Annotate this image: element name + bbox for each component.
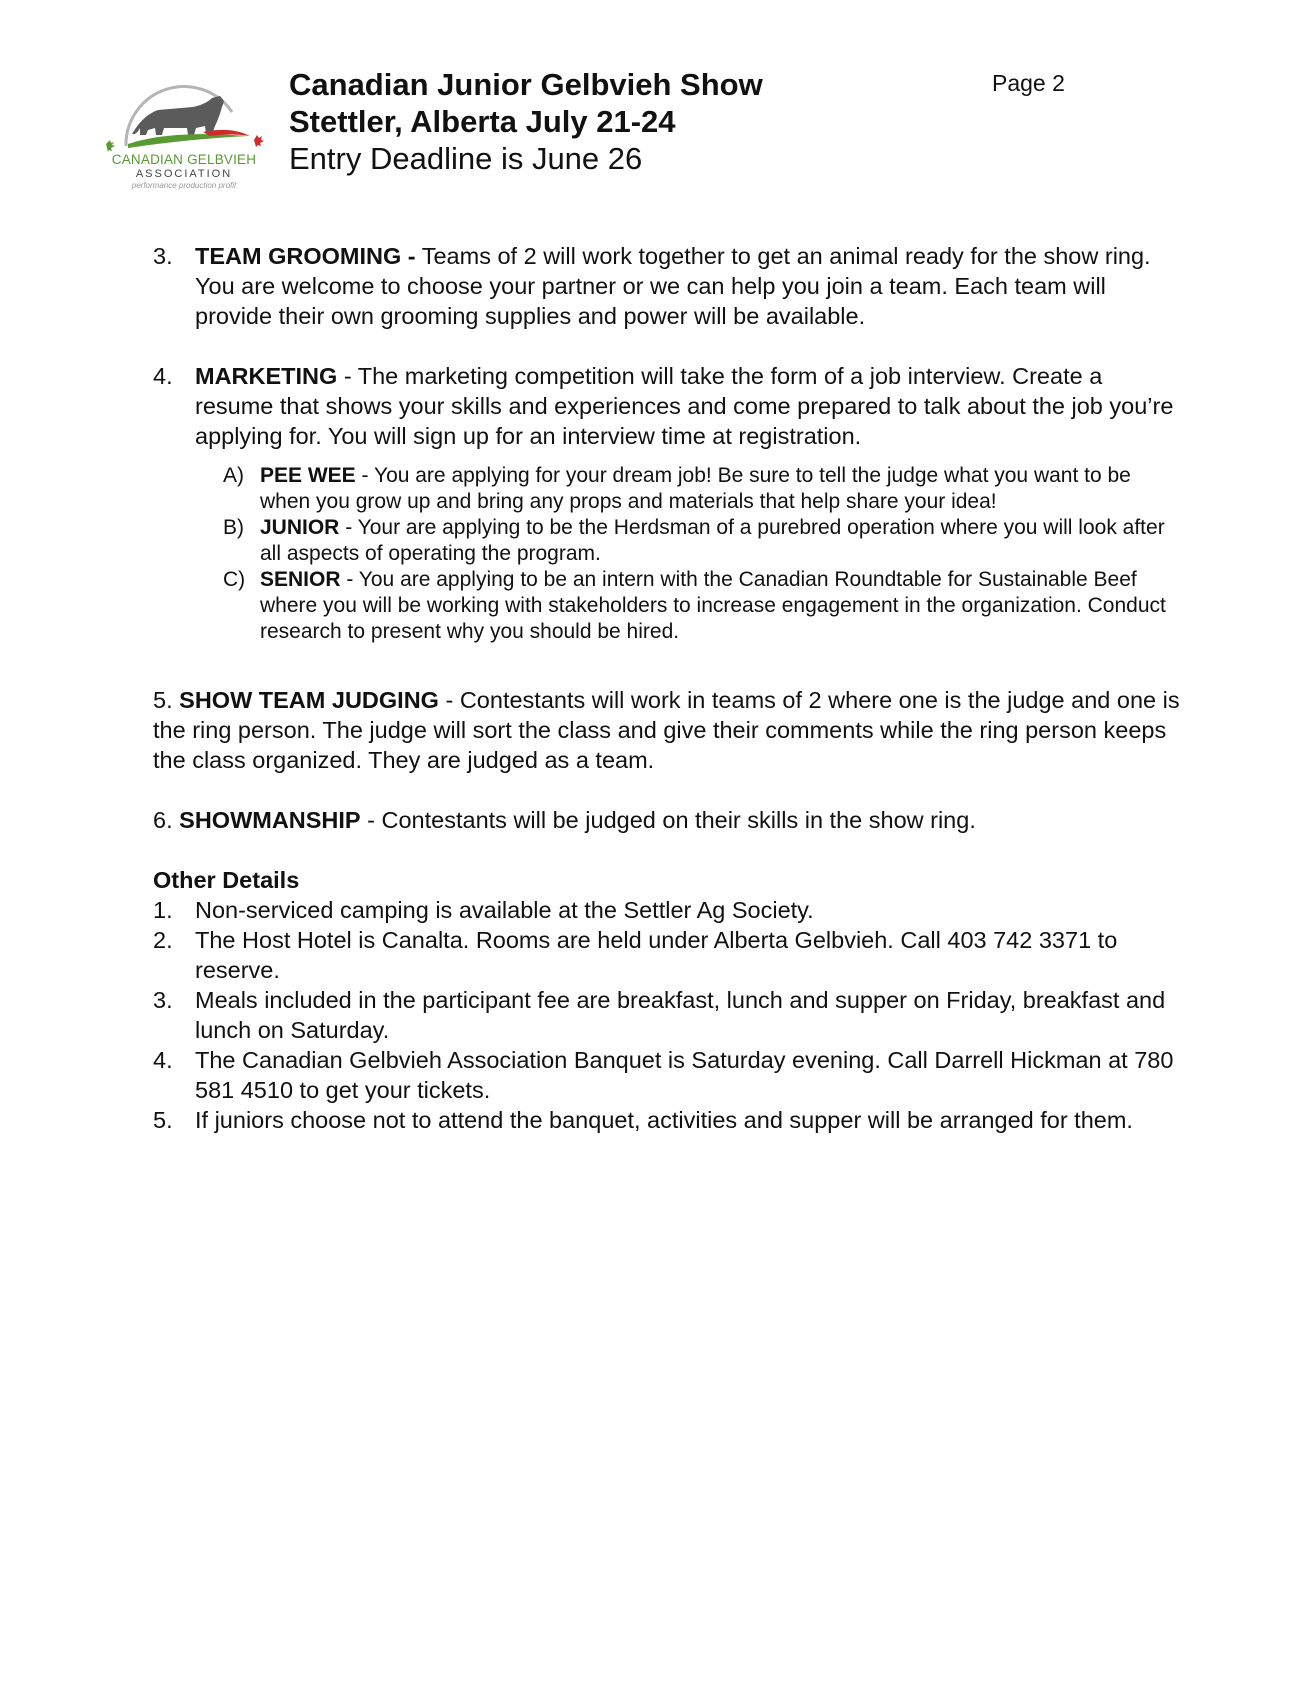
detail-text: Meals included in the participant fee are breakfast, lunch and supper on Friday, breakfast and lunch on Saturday.: [195, 987, 1166, 1043]
item-number: 3.: [153, 243, 173, 269]
item-text: - The marketing competition will take the form of a job interview. Create a resume that shows your skills and experiences and come prepared to talk about the job you’re applying for. You will sign up for an interview time at registration.: [195, 363, 1174, 449]
item-title: MARKETING: [195, 363, 338, 389]
subitem-letter: C): [223, 568, 246, 591]
competition-item-3: [153, 241, 1183, 331]
item-number: 6.: [153, 807, 173, 833]
subitem-title: SENIOR: [260, 568, 341, 591]
show-title: Canadian Junior Gelbvieh Show: [289, 67, 763, 102]
detail-text: The Canadian Gelbvieh Association Banquet is Saturday evening. Call Darrell Hickman at 780 581 4510 to get your tickets.: [195, 1047, 1174, 1103]
marketing-subitem-senior: [153, 567, 1183, 645]
detail-text: The Host Hotel is Canalta. Rooms are held under Alberta Gelbvieh. Call 403 742 3371 to reserve.: [195, 927, 1118, 983]
item-title: TEAM GROOMING -: [195, 243, 416, 269]
subitem-text: - You are applying to be an intern with the Canadian Roundtable for Sustainable Beef where you will be working with stakeholders to increase engagement in the organization. Conduct research to present why you should be hired.: [260, 568, 1166, 643]
association-logo: [98, 74, 270, 190]
detail-number: 5.: [153, 1107, 173, 1133]
detail-number: 2.: [153, 927, 173, 953]
detail-item: [153, 925, 1183, 985]
subitem-title: JUNIOR: [260, 516, 340, 539]
marketing-subitem-junior: [153, 515, 1183, 567]
competition-item-6: [153, 805, 1183, 835]
item-number: 5.: [153, 687, 173, 713]
bull-logo-icon: [98, 74, 270, 152]
detail-item: [153, 1045, 1183, 1105]
item-text: Teams of 2 will work together to get an animal ready for the show ring. You are welcome to choose your partner or we can help you join a team. Each team will provide their own grooming supplies and power will be available.: [195, 243, 1151, 329]
item-text: - Contestants will be judged on their skills in the show ring.: [360, 807, 976, 833]
logo-tagline: performance production profit: [131, 181, 237, 190]
detail-text: Non-serviced camping is available at the Settler Ag Society.: [195, 897, 814, 923]
subitem-text: - Your are applying to be the Herdsman of a purebred operation where you will look after all aspects of operating the program.: [260, 516, 1165, 565]
detail-text: If juniors choose not to attend the banquet, activities and supper will be arranged for them.: [195, 1107, 1133, 1133]
item-number: 4.: [153, 363, 173, 389]
subitem-letter: B): [223, 516, 244, 539]
detail-number: 1.: [153, 897, 173, 923]
show-location-dates: Stettler, Alberta July 21-24: [289, 104, 676, 139]
subitem-title: PEE WEE: [260, 464, 356, 487]
detail-item: [153, 1105, 1183, 1135]
detail-item: [153, 895, 1183, 925]
competition-item-4: [153, 361, 1183, 451]
subitem-text: - You are applying for your dream job! Be sure to tell the judge what you want to be when you grow up and bring any props and materials that help share your idea!: [260, 464, 1131, 513]
item-text: - Contestants will work in teams of 2 where one is the judge and one is the ring person. The judge will sort the class and give their comments while the ring person keeps the class organized. They are judged as a team.: [153, 687, 1180, 773]
entry-deadline: Entry Deadline is June 26: [289, 141, 643, 176]
logo-association: ASSOCIATION: [135, 168, 233, 180]
detail-number: 4.: [153, 1047, 173, 1073]
page-number: Page 2: [992, 70, 1065, 96]
item-title: SHOWMANSHIP: [179, 807, 361, 833]
other-details-heading: Other Details: [153, 867, 300, 893]
detail-number: 3.: [153, 987, 173, 1013]
marketing-subitem-pee-wee: [153, 463, 1183, 515]
title-block: [289, 66, 889, 177]
detail-item: [153, 985, 1183, 1045]
item-title: SHOW TEAM JUDGING: [179, 687, 439, 713]
subitem-letter: A): [223, 464, 244, 487]
logo-name: CANADIAN GELBVIEH: [111, 152, 257, 167]
competition-item-5: [153, 685, 1183, 775]
document-body: [153, 241, 1183, 1135]
